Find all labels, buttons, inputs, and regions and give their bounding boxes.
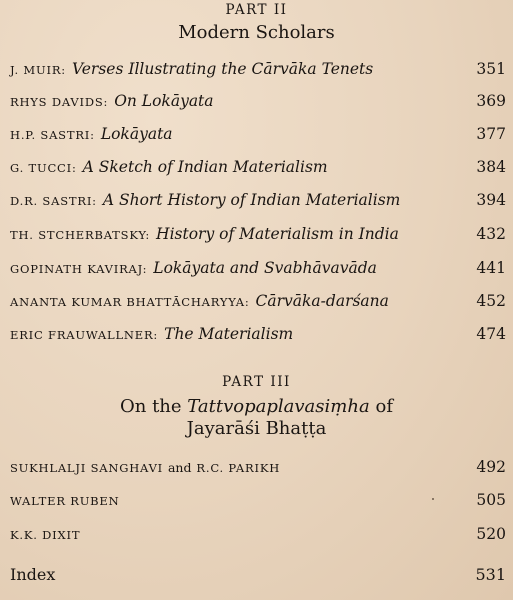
toc-entry[interactable] [10, 458, 506, 480]
entry-title: History of Materialism in India [156, 225, 399, 243]
toc-entry[interactable] [10, 525, 506, 547]
toc-entry[interactable] [10, 125, 506, 147]
toc-entry[interactable] [10, 191, 506, 213]
entry-author: ANANTA KUMAR BHATTĀCHARYYA: [10, 295, 250, 309]
entry-page-number: 474 [476, 325, 506, 343]
entry-page-number: 441 [476, 259, 506, 277]
index-page-number: 531 [475, 565, 506, 584]
toc-entry[interactable] [10, 292, 506, 314]
part-3-title-prefix: On the [120, 396, 182, 417]
entry-page-number: 384 [476, 158, 506, 176]
part-3-title-line2: Jayarāśi Bhaṭṭa [186, 418, 327, 439]
entry-page-number: 505 [476, 491, 506, 509]
entry-author: SUKHLALJI SANGHAVI [10, 461, 164, 475]
part-3-title-italic: Tattvopaplavasiṃha [187, 396, 370, 417]
toc-entry[interactable] [10, 325, 506, 347]
entry-author: GOPINATH KAVIRAJ: [10, 262, 148, 276]
part-3-label: PART III [222, 374, 291, 390]
entry-author-joiner: and [167, 460, 192, 475]
toc-entry[interactable] [10, 92, 506, 114]
index-label: Index [10, 565, 56, 584]
entry-title: On Lokāyata [114, 92, 214, 110]
entry-page-number: 394 [476, 191, 506, 209]
part-2-label: PART II [225, 2, 288, 18]
entry-author: K.K. DIXIT [10, 528, 81, 542]
entry-title: Verses Illustrating the Cārvāka Tenets [71, 60, 374, 78]
entry-page-number: 351 [476, 60, 506, 78]
toc-entry[interactable] [10, 60, 506, 82]
entry-title: Lokāyata [100, 125, 173, 143]
entry-author: J. MUIR: [10, 63, 66, 77]
part-3-title [0, 396, 513, 417]
index-entry[interactable] [10, 565, 506, 584]
toc-entry[interactable] [10, 491, 506, 513]
toc-entry[interactable] [10, 225, 506, 247]
entry-author: WALTER RUBEN [10, 494, 120, 508]
entry-author: H.P. SASTRI: [10, 128, 95, 142]
entry-author: TH. STCHERBATSKY: [10, 228, 151, 242]
entry-author: ERIC FRAUWALLNER: [10, 328, 159, 342]
toc-entry[interactable] [10, 158, 506, 180]
entry-author: G. TUCCI: [10, 161, 77, 175]
entry-page-number: 492 [476, 458, 506, 476]
entry-title: A Short History of Indian Materialism [102, 191, 401, 209]
entry-page-number: 369 [476, 92, 506, 110]
entry-page-number: 520 [476, 525, 506, 543]
entry-title: Cārvāka-darśana [255, 292, 389, 310]
part-2-title: Modern Scholars [178, 22, 335, 43]
entry-title: A Sketch of Indian Materialism [82, 158, 328, 176]
toc-entry[interactable] [10, 259, 506, 281]
paper-speck [432, 498, 434, 500]
entry-author-2: R.C. PARIKH [196, 461, 281, 475]
entry-author: D.R. SASTRI: [10, 194, 97, 208]
entry-page-number: 452 [476, 292, 506, 310]
entry-page-number: 377 [476, 125, 506, 143]
part-3-title-suffix: of [375, 396, 393, 417]
entry-author: RHYS DAVIDS: [10, 95, 109, 109]
entry-title: Lokāyata and Svabhāvavāda [153, 259, 377, 277]
entry-title: The Materialism [164, 325, 294, 343]
entry-page-number: 432 [476, 225, 506, 243]
